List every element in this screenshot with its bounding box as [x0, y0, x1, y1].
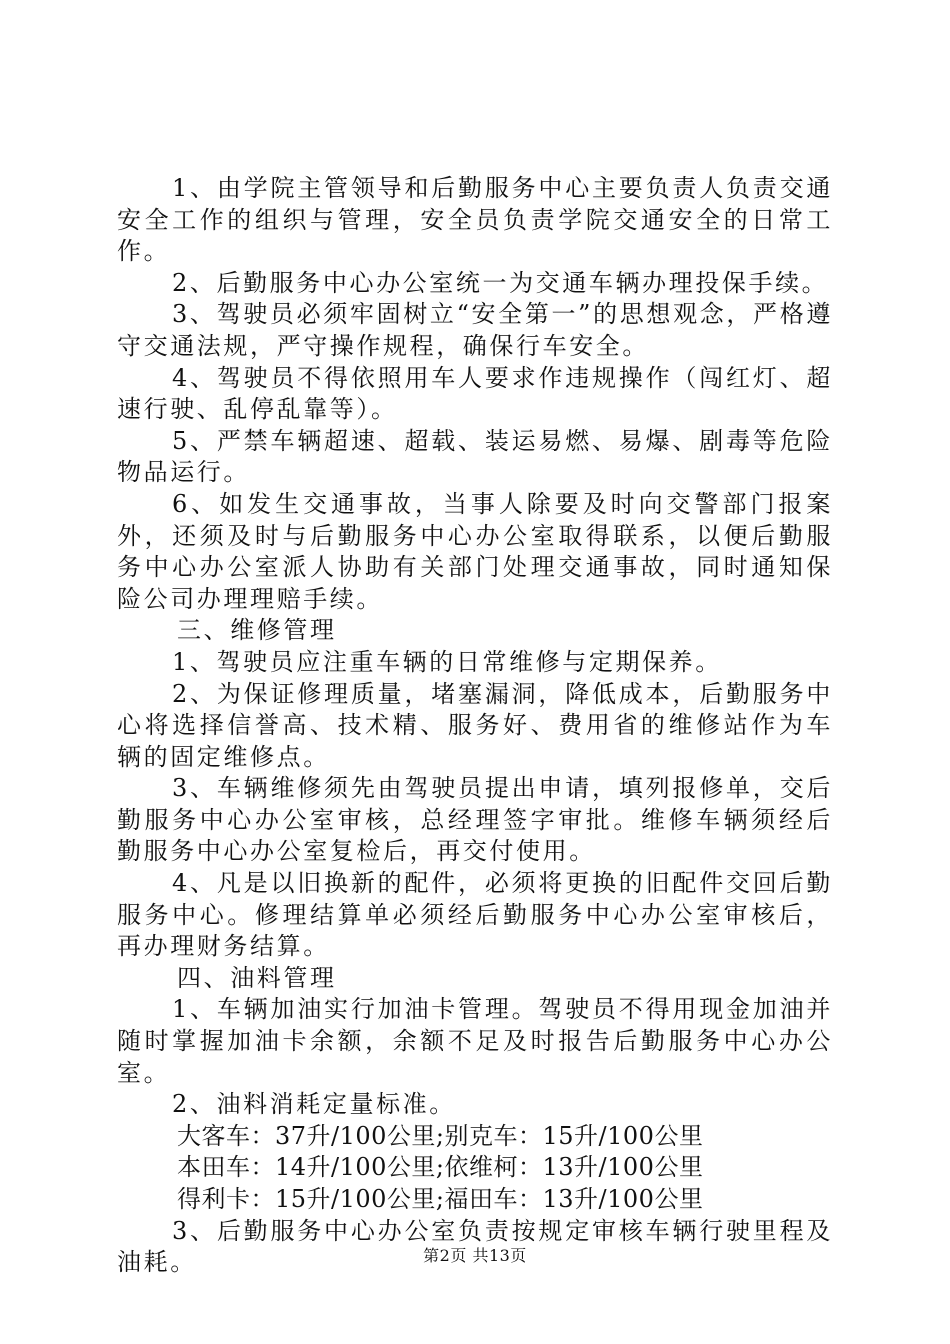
paragraph-6: 6、如发生交通事故，当事人除要及时向交警部门报案外，还须及时与后勤服务中心办公室取得联系，以便后勤服务中心办公室派人协助有关部门处理交通事故，同时通知保险公司办理理赔手续。	[117, 489, 833, 613]
paragraph-9: 3、车辆维修须先由驾驶员提出申请，填列报修单，交后勤服务中心办公室审核，总经理签字审批。维修车辆须经后勤服务中心办公室复检后，再交付使用。	[117, 774, 833, 866]
paragraph-10: 4、凡是以旧换新的配件，必须将更换的旧配件交回后勤服务中心。修理结算单必须经后勤服务中心办公室审核后，再办理财务结算。	[117, 869, 833, 961]
paragraph-5: 5、严禁车辆超速、超载、装运易燃、易爆、剧毒等危险物品运行。	[117, 426, 833, 487]
paragraph-2: 2、后勤服务中心办公室统一为交通车辆办理投保手续。	[172, 268, 829, 297]
paragraph-13: 3、后勤服务中心办公室负责按规定审核车辆行驶里程及油耗。	[117, 1216, 833, 1277]
paragraph-3: 3、驾驶员必须牢固树立“安全第一”的思想观念，严格遵守交通法规，严守操作规程，确保行车安全。	[117, 300, 833, 360]
paragraph-7: 1、驾驶员应注重车辆的日常维修与定期保养。	[172, 647, 722, 676]
paragraph-11: 1、车辆加油实行加油卡管理。驾驶员不得用现金加油并随时掌握加油卡余额，余额不足及时报告后勤服务中心办公室。	[117, 995, 833, 1087]
paragraph-4: 4、驾驶员不得依照用车人要求作违规操作（闯红灯、超速行驶、乱停乱靠等）。	[117, 363, 833, 424]
paragraph-8: 2、为保证修理质量，堵塞漏洞，降低成本，后勤服务中心将选择信誉高、技术精、服务好、费用省的维修站作为车辆的固定维修点。	[117, 679, 833, 771]
paragraph-1: 1、由学院主管领导和后勤服务中心主要负责人负责交通安全工作的组织与管理，安全员负责学院交通安全的日常工作。	[117, 174, 833, 266]
document-body	[117, 173, 833, 1279]
section-heading-fuel: 四、油料管理	[177, 963, 337, 992]
fuel-standard-line-3: 得利卡：15升/100公里;福田车：13升/100公里	[177, 1185, 704, 1213]
page-number-footer: 第2页 共13页	[423, 1246, 527, 1265]
fuel-standard-line-2: 本田车：14升/100公里;依维柯：13升/100公里	[177, 1153, 704, 1182]
fuel-standard-line-1: 大客车：37升/100公里;别克车：15升/100公里	[177, 1121, 704, 1150]
paragraph-12: 2、油料消耗定量标准。	[172, 1090, 456, 1119]
section-heading-maintenance: 三、维修管理	[177, 616, 337, 645]
